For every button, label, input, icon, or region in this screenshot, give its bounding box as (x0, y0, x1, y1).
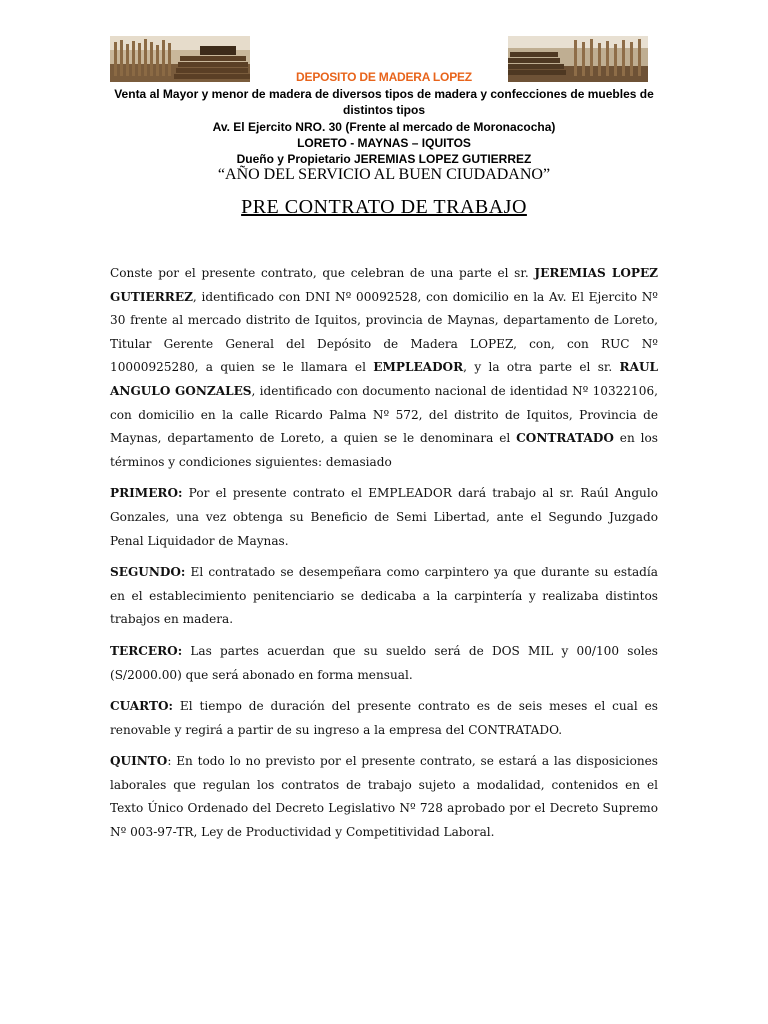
contract-body (110, 262, 658, 853)
clause-text: El tiempo de duración del presente contrato es de seis meses el cual es renovable y regirá a partir de su ingreso a la empresa del CONTRATADO. (110, 699, 658, 737)
document-title: PRE CONTRATO DE TRABAJO (241, 196, 527, 218)
company-name: DEPOSITO DE MADERA LOPEZ (296, 70, 472, 84)
clause-cuarto (110, 695, 658, 742)
clause-segundo (110, 561, 658, 632)
clause-label: QUINTO (110, 754, 168, 769)
intro-text: , y la otra parte el sr. (463, 360, 620, 375)
clause-text: : En todo lo no previsto por el presente contrato, se estará a las disposiciones laborales que regulan los contratos de trabajo sujeto a modalidad, contenidos en el Texto Único Ordenado del Decreto Legislativo Nº 728 aprobado por el Decreto Supremo Nº 003-97-TR, Ley de Productividad y Competitividad Laboral. (110, 754, 658, 840)
company-region: LORETO - MAYNAS – IQUITOS (297, 136, 471, 150)
clause-text: Por el presente contrato el EMPLEADOR dará trabajo al sr. Raúl Angulo Gonzales, una vez obtenga su Beneficio de Semi Libertad, ante el Segundo Juzgado Penal Liquidador de Maynas. (110, 486, 658, 548)
clause-label: CUARTO: (110, 699, 174, 714)
clause-label: PRIMERO: (110, 486, 183, 501)
employer-name: JEREMIAS LOPEZ GUTIERREZ (110, 266, 659, 304)
clause-primero (110, 482, 658, 553)
employee-role: CONTRATADO (516, 431, 614, 446)
company-address: Av. El Ejercito NRO. 30 (Frente al mercado de Moronacocha) (212, 120, 556, 134)
clause-quinto (110, 750, 658, 844)
clause-text: Las partes acuerdan que su sueldo será de DOS MIL y 00/100 soles (S/2000.00) que será abonado en forma mensual. (110, 643, 658, 682)
clause-tercero (110, 640, 658, 687)
clause-label: SEGUNDO: (110, 565, 186, 580)
clause-text: El contratado se desempeñara como carpintero ya que durante su estadía en el establecimiento penitenciario se dedicaba a la carpintería y realizaba distintos trabajos en madera. (110, 565, 658, 627)
intro-paragraph (110, 262, 658, 474)
employee-name: RAUL ANGULO GONZALES (110, 360, 658, 398)
employer-role: EMPLEADOR (373, 360, 464, 375)
intro-text: , identificado con documento nacional de identidad Nº 10322106, con domicilio en la calle Ricardo Palma Nº 572, del distrito de Iquitos, Provincia de Maynas, departamento de Loreto, a quien se le denominara el (110, 383, 658, 446)
intro-text: en los términos y condiciones siguientes: demasiado (110, 431, 658, 469)
intro-text: , identificado con DNI Nº 00092528, con domicilio en la Av. El Ejercito Nº 30 frente al mercado distrito de Iquitos, provincia de Maynas, departamento de Loreto, Titular Gerente General del Depósito de Madera LOPEZ, con, con RUC Nº 10000925280, a quien se le llamara el (110, 289, 658, 375)
year-motto: “AÑO DEL SERVICIO AL BUEN CIUDADANO” (217, 166, 551, 183)
clause-label: TERCERO: (110, 643, 183, 658)
company-tagline: Venta al Mayor y menor de madera de diversos tipos de madera y confecciones de muebles de distintos tipos (114, 87, 654, 117)
company-owner: Dueño y Propietario JEREMIAS LOPEZ GUTIERREZ (236, 152, 532, 166)
intro-text: Conste por el presente contrato, que celebran de una parte el sr. (110, 266, 535, 280)
